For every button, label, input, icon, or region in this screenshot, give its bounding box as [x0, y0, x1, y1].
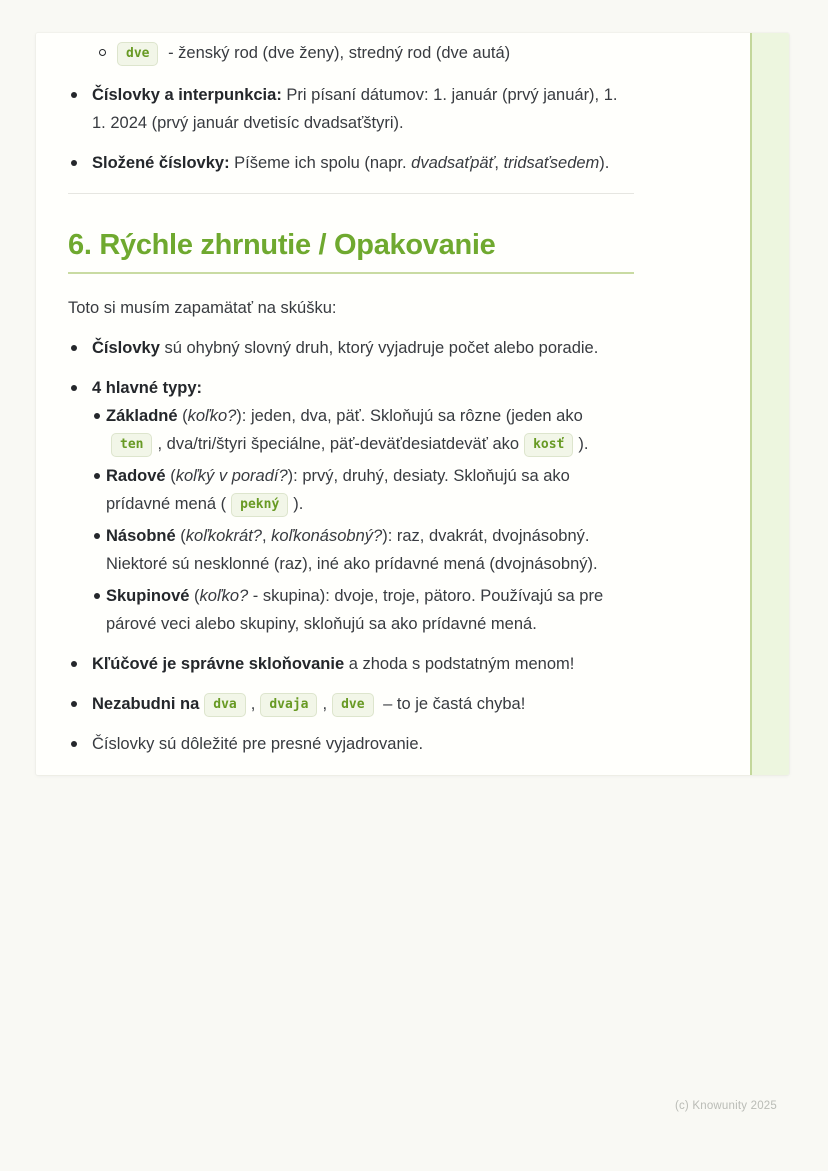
intro-paragraph: Toto si musím zapamätať na skúšku: — [68, 299, 337, 317]
inline-code-badge-dve2: dve — [332, 693, 373, 717]
summary-item-sklonovanie — [68, 650, 634, 678]
list-item-text: , — [261, 527, 272, 545]
list-item-bold-lead: 4 hlavné typy: — [92, 379, 203, 397]
list-item-text: ): jeden, dva, päť. Skloňujú sa rôzne (jeden ako — [236, 407, 583, 425]
list-item-bold-lead: Složené číslovky: — [92, 154, 230, 172]
list-item-text: sú ohybný slovný druh, ktorý vyjadruje počet alebo poradie. — [159, 339, 599, 357]
section-heading: 6. Rýchle zhrnutie / Opakovanie — [68, 228, 634, 274]
list-item-bold-lead: Číslovky a interpunkcia: — [92, 86, 282, 104]
list-item-text: - skupina): dvoje, troje, pätoro. Používajú sa pre párové veci alebo skupiny, skloňujú sa ako prídavné mená. — [106, 587, 604, 633]
list-item-text: ). — [293, 495, 304, 513]
list-item-text: ). — [599, 154, 610, 172]
list-item-text: ): prvý, druhý, desiaty. Skloňujú sa ako prídavné mená ( — [106, 467, 570, 513]
list-item-bold-lead: Základné — [106, 407, 178, 425]
list-item-text: ( — [189, 587, 200, 605]
inline-code-badge-dva: dva — [204, 693, 245, 717]
types-list — [92, 402, 634, 638]
list-item-text: , dva/tri/štyri špeciálne, päť-deväťdesiatdeväť ako — [157, 435, 520, 453]
list-item-text: Píšeme ich spolu (napr. — [229, 154, 412, 172]
list-item-slozene — [68, 149, 634, 177]
list-item-text: ). — [578, 435, 589, 453]
notes-page-card — [36, 33, 789, 775]
italic-term: koľko? — [199, 587, 249, 605]
inline-code-badge-pekny: pekný — [231, 493, 288, 517]
italic-term: tridsaťsedem — [503, 154, 600, 172]
type-item-nasobne — [92, 522, 634, 578]
list-item-text: ( — [165, 467, 176, 485]
page-accent-strip — [750, 33, 789, 775]
list-item-bold-lead: Nezabudni na — [92, 695, 200, 713]
list-item-text: Pri písaní dátumov: 1. január (prvý január), 1. 1. 2024 (prvý január dvetisíc dvadsaťštyri). — [92, 86, 618, 132]
list-item-interpunkcia — [68, 81, 634, 137]
summary-item-types — [68, 374, 634, 638]
list-item-text: - ženský rod (dve ženy), stredný rod (dve autá) — [163, 44, 511, 62]
footer-copyright: (c) Knowunity 2025 — [674, 1100, 777, 1112]
section-divider — [68, 193, 634, 194]
list-item-bold-lead: Kľúčové je správne skloňovanie — [92, 655, 345, 673]
list-item-bold-lead: Radové — [106, 467, 166, 485]
inline-code-badge-ten: ten — [111, 433, 152, 457]
list-item-text: , — [494, 154, 504, 172]
list-item-text: , — [322, 695, 328, 713]
list-item-text: , — [250, 695, 256, 713]
list-item-bold-lead: Násobné — [106, 527, 176, 545]
italic-term: koľko? — [187, 407, 237, 425]
list-item-dve-genders — [68, 39, 634, 67]
inline-code-badge-kost: kosť — [524, 433, 573, 457]
list-item-text: ( — [175, 527, 186, 545]
list-item-text: ( — [177, 407, 188, 425]
italic-term: koľký v poradí? — [175, 467, 288, 485]
summary-item-nezabudni — [68, 690, 634, 718]
list-item-bold-lead: Skupinové — [106, 587, 190, 605]
list-item-text: – to je častá chyba! — [378, 695, 526, 713]
page-content — [68, 39, 634, 770]
inline-code-badge-dve: dve — [117, 42, 158, 66]
italic-term: koľkokrát? — [185, 527, 262, 545]
inline-code-badge-dvaja: dvaja — [260, 693, 317, 717]
italic-term: koľkonásobný? — [271, 527, 383, 545]
italic-term: dvadsaťpäť — [411, 154, 495, 172]
type-item-radove — [92, 462, 634, 518]
numerals-notes-list — [68, 81, 634, 177]
summary-item-definition — [68, 334, 634, 362]
type-item-zakladne — [92, 402, 634, 458]
list-item-text: ): raz, dvakrát, dvojnásobný. Niektoré sú nesklonné (raz), iné ako prídavné mená (dvojnásobný). — [106, 527, 598, 573]
summary-item-dolezite — [68, 730, 634, 758]
list-item-text: a zhoda s podstatným menom! — [344, 655, 575, 673]
list-item-text: Číslovky sú dôležité pre presné vyjadrovanie. — [92, 735, 424, 753]
type-item-skupinove — [92, 582, 634, 638]
list-item-bold-lead: Číslovky — [92, 339, 160, 357]
summary-list — [68, 334, 634, 758]
